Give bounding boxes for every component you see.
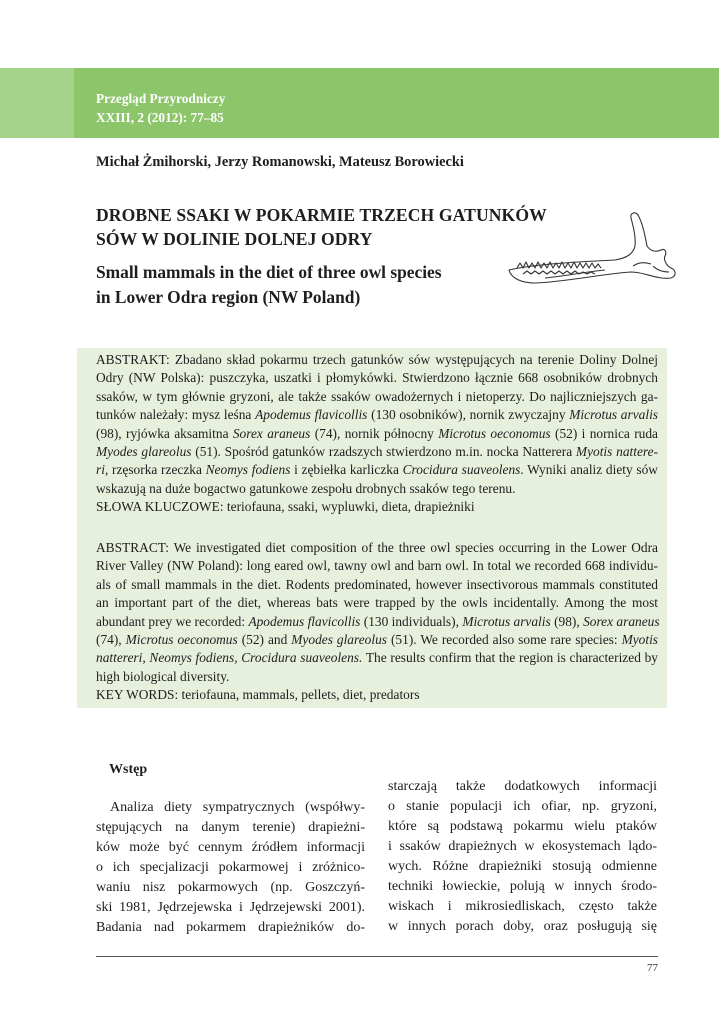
- body-line: Analiza diety sympatrycznych (współwy-: [110, 800, 365, 815]
- header-accent: [0, 68, 74, 138]
- abstract-line: als of small mammals in the diet. Rodents predominated, however insectivorous mammals constituted: [96, 576, 658, 592]
- abstract-polish: [96, 351, 658, 517]
- body-line: i ssaków drapieżnych w ekosystemach lądo-: [388, 839, 657, 854]
- abstract-line: wskazują na duże bogactwo gatunkowe zespołu drobnych ssaków tego terenu.: [96, 480, 516, 496]
- abstract-line: (74), Microtus oeconomus (52) and Myodes glareolus (51). We recorded also some rare species: Myotis: [96, 632, 659, 648]
- body-line: w innych porach doby, oraz posługują się: [388, 919, 657, 934]
- abstract-line: River Valley (NW Poland): long eared owl, tawny owl and barn owl. In total we recorded 668 individu-: [96, 558, 658, 574]
- abstract-line: tunków należały: mysz leśna Apodemus flavicollis (130 osobników), nornik zwyczajny Microtus arvalis: [96, 407, 659, 423]
- body-line: wiskach i mikrosiedliskach, często także: [388, 899, 657, 914]
- rodent-jaw-icon: [505, 206, 685, 286]
- body-line: waniu nisz pokarmowych (np. Goszczyń-: [96, 880, 365, 895]
- body-line: ków może być cennym źródłem informacji: [96, 840, 365, 855]
- footer-divider: [96, 956, 658, 957]
- abstract-line: high biological diversity.: [96, 668, 230, 684]
- title-english-line: in Lower Odra region (NW Poland): [96, 287, 361, 307]
- title-polish-line: DROBNE SSAKI W POKARMIE TRZECH GATUNKÓW: [96, 205, 547, 225]
- body-line: stępujących na danym terenie) drapieżni-: [96, 820, 365, 835]
- body-line: o stanie populacji ich ofiar, np. gryzoni,: [388, 799, 657, 814]
- body-line: starczają także dodatkowych informacji: [388, 779, 657, 794]
- abstract-line: Odry (NW Polska): puszczyka, uszatki i płomykówki. Stwierdzono łącznie 668 osobników drobnych: [96, 370, 658, 386]
- keywords-polish: SŁOWA KLUCZOWE: teriofauna, ssaki, wypluwki, dieta, drapieżniki: [96, 499, 475, 515]
- text-column-left: [96, 798, 365, 938]
- authors: Michał Żmihorski, Jerzy Romanowski, Mateusz Borowiecki: [96, 154, 464, 170]
- abstract-line: (98), ryjówka aksamitna Sorex araneus (74), nornik północny Microtus oeconomus (52) i nornica ruda: [96, 425, 658, 441]
- body-line: ski 1981, Jędrzejewska i Jędrzejewski 2001).: [96, 900, 365, 915]
- abstract-divider: [73, 348, 77, 708]
- journal-issue: XXIII, 2 (2012): 77–85: [96, 110, 224, 125]
- abstract-line: ABSTRACT: We investigated diet composition of the three owl species occurring in the Lower Odra: [96, 540, 658, 555]
- section-heading: Wstęp: [109, 762, 148, 777]
- abstract-line: ssaków, w tym głównie gryzoni, ale także ssaków owadożernych i nietoperzy. Do najliczniejszych ga-: [96, 388, 658, 404]
- abstract-english: [96, 539, 658, 705]
- journal-info: [96, 89, 396, 127]
- page-number: 77: [647, 962, 658, 974]
- body-line: o ich specjalizacji pokarmowej i zróżnico-: [96, 860, 365, 875]
- body-line: Badania nad pokarmem drapieżników do-: [96, 920, 365, 935]
- abstract-line: ri, rzęsorka rzeczka Neomys fodiens i zębiełka karliczka Crocidura suaveolens. Wyniki analiz diety sów: [96, 462, 658, 478]
- text-column-right: [388, 777, 657, 937]
- abstract-line: nattereri, Neomys fodiens, Crocidura suaveolens. The results confirm that the region is characterized by: [96, 650, 658, 666]
- journal-name: Przegląd Przyrodniczy: [96, 91, 226, 106]
- keywords-english: KEY WORDS: teriofauna, mammals, pellets, diet, predators: [96, 687, 420, 703]
- abstract-line: abundant prey we recorded: Apodemus flavicollis (130 individuals), Microtus arvalis (98), Sorex araneus: [96, 613, 660, 629]
- abstract-line: ABSTRAKT: Zbadano skład pokarmu trzech gatunków sów występujących na terenie Doliny Dolnej: [96, 352, 658, 367]
- body-line: które są podstawą pokarmu wielu ptaków: [388, 819, 657, 834]
- title-polish: [96, 203, 566, 251]
- abstract-line: an important part of the diet, whereas bats were trapped by the owls incidentally. Among the most: [96, 595, 658, 611]
- title-english: [96, 260, 516, 310]
- body-line: wych. Różne drapieżniki stosują odmienne: [388, 859, 657, 874]
- title-english-line: Small mammals in the diet of three owl species: [96, 262, 442, 282]
- title-polish-line: SÓW W DOLINIE DOLNEJ ODRY: [96, 229, 373, 249]
- body-line: techniki łowieckie, polują w innych środo-: [388, 879, 657, 894]
- abstract-line: Myodes glareolus (51). Spośród gatunków rzadszych stwierdzono m.in. nocka Natterera Myotis nattere-: [96, 444, 659, 460]
